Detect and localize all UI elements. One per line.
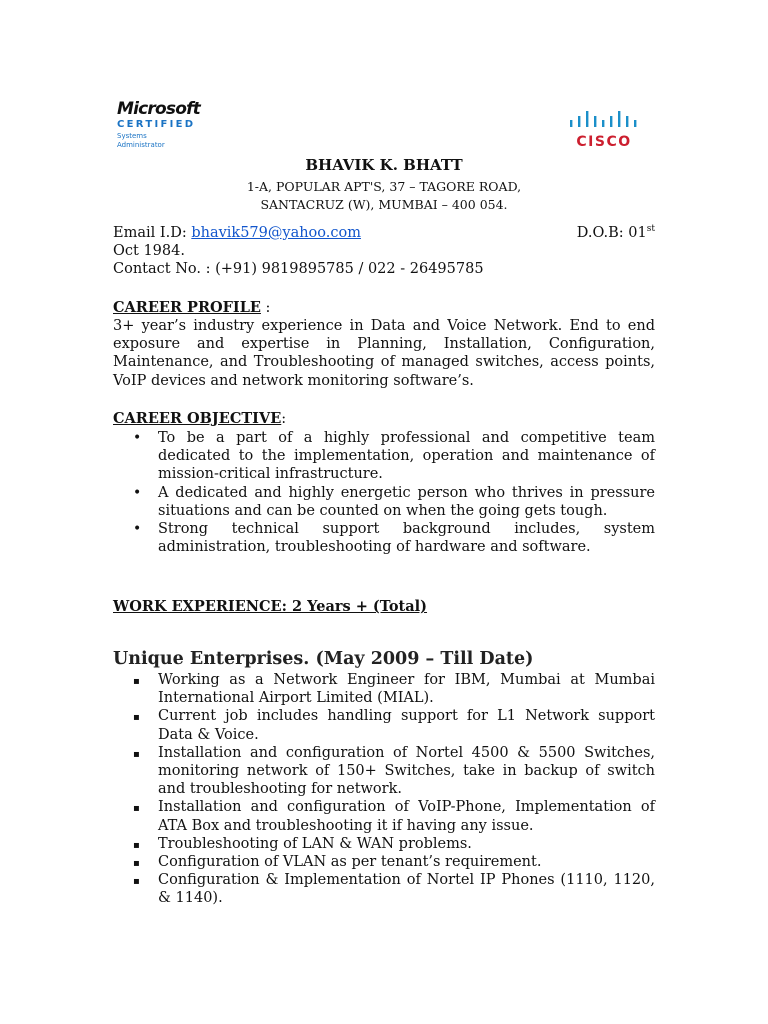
- bullet-square: ▪: [133, 876, 140, 888]
- cisco-bars-icon: [568, 109, 640, 129]
- list-item: [113, 835, 655, 853]
- list-item: [113, 853, 655, 871]
- list-item: [113, 707, 655, 743]
- microsoft-certified-label: CERTIFIED: [117, 119, 196, 130]
- microsoft-logo-wordmark: Microsoft: [117, 99, 201, 119]
- list-item-text: Working as a Network Engineer for IBM, Mumbai at Mumbai International Airport Limited (MIAL).: [158, 672, 655, 707]
- list-item: [113, 871, 655, 907]
- list-item-text: To be a part of a highly professional and competitive team dedicated to the implementation, operation and maintenance of mission-critical infrastructure.: [158, 430, 655, 483]
- career-profile-text: 3+ year’s industry experience in Data and Voice Network. End to end exposure and expertise in Planning, Installation, Configuration, Maintenance, and Troubleshooting of managed switches, access points, VoIP devices and network monitoring software’s.: [113, 318, 655, 389]
- career-objective-heading-row: [113, 410, 286, 428]
- bullet-square: ▪: [133, 839, 140, 851]
- career-objective-list: [113, 429, 655, 556]
- bullet-dot: •: [133, 484, 142, 501]
- microsoft-certified-subtitle: Systems Administrator: [117, 132, 165, 149]
- candidate-name: BHAVIK K. BHATT: [305, 156, 463, 174]
- bullet-square: ▪: [133, 712, 140, 724]
- list-item-text: Troubleshooting of LAN & WAN problems.: [158, 835, 472, 852]
- address-line-2: SANTACRUZ (W), MUMBAI – 400 054.: [260, 197, 508, 212]
- career-profile-heading: CAREER PROFILE: [113, 299, 261, 316]
- dob-continuation: Oct 1984.: [113, 243, 185, 259]
- list-item: [113, 744, 655, 799]
- list-item: [113, 429, 655, 484]
- list-item: [113, 671, 655, 707]
- work-experience-heading: WORK EXPERIENCE: 2 Years + (Total): [113, 598, 428, 615]
- list-item-text: A dedicated and highly energetic person who thrives in pressure situations and can be counted on when the going gets tough.: [158, 484, 655, 519]
- career-objective-heading: CAREER OBJECTIVE: [113, 410, 282, 427]
- list-item-text: Configuration of VLAN as per tenant’s requirement.: [158, 854, 542, 871]
- dob-superscript: st: [646, 224, 655, 234]
- list-item: [113, 484, 655, 520]
- company-title: Unique Enterprises. (May 2009 – Till Date): [113, 649, 534, 669]
- bullet-square: ▪: [133, 676, 140, 687]
- contact-number: Contact No. : (+91) 9819895785 / 022 - 26495785: [113, 261, 484, 277]
- list-item-text: Installation and configuration of Nortel 4500 & 5500 Switches, monitoring network of 150+ Switches, take in backup of switch and troubleshooting for network.: [158, 744, 655, 798]
- email-row: [113, 224, 361, 242]
- career-profile-heading-suffix: :: [260, 300, 271, 316]
- dob: [577, 224, 655, 242]
- cisco-logo: [568, 109, 640, 150]
- list-item-text: Installation and configuration of VoIP-Phone, Implementation of ATA Box and troubleshooting it if having any issue.: [158, 799, 655, 834]
- bullet-square: ▪: [133, 748, 140, 760]
- list-item: [113, 798, 655, 834]
- address-line-1: 1-A, POPULAR APT'S, 37 – TAGORE ROAD,: [246, 179, 522, 194]
- list-item: [113, 520, 655, 556]
- dob-label: D.O.B: 01: [576, 225, 647, 241]
- career-objective-heading-suffix: :: [281, 411, 287, 427]
- email-link[interactable]: bhavik579@yahoo.com: [191, 225, 361, 241]
- bullet-square: ▪: [133, 803, 140, 815]
- job-duties-list: [113, 671, 655, 908]
- list-item-text: Current job includes handling support for L1 Network support Data & Voice.: [158, 708, 655, 743]
- list-item-text: Strong technical support background includes, system administration, troubleshooting of hardware and software.: [158, 521, 655, 556]
- bullet-dot: •: [133, 430, 142, 446]
- bullet-square: ▪: [133, 858, 140, 870]
- career-profile-heading-row: [113, 299, 270, 317]
- list-item-text: Configuration & Implementation of Nortel IP Phones (1110, 1120, & 1140).: [158, 872, 655, 907]
- bullet-dot: •: [133, 521, 142, 538]
- email-label: Email I.D:: [113, 225, 187, 241]
- cisco-wordmark: CISCO: [576, 134, 632, 150]
- microsoft-certified-logo: [117, 99, 201, 150]
